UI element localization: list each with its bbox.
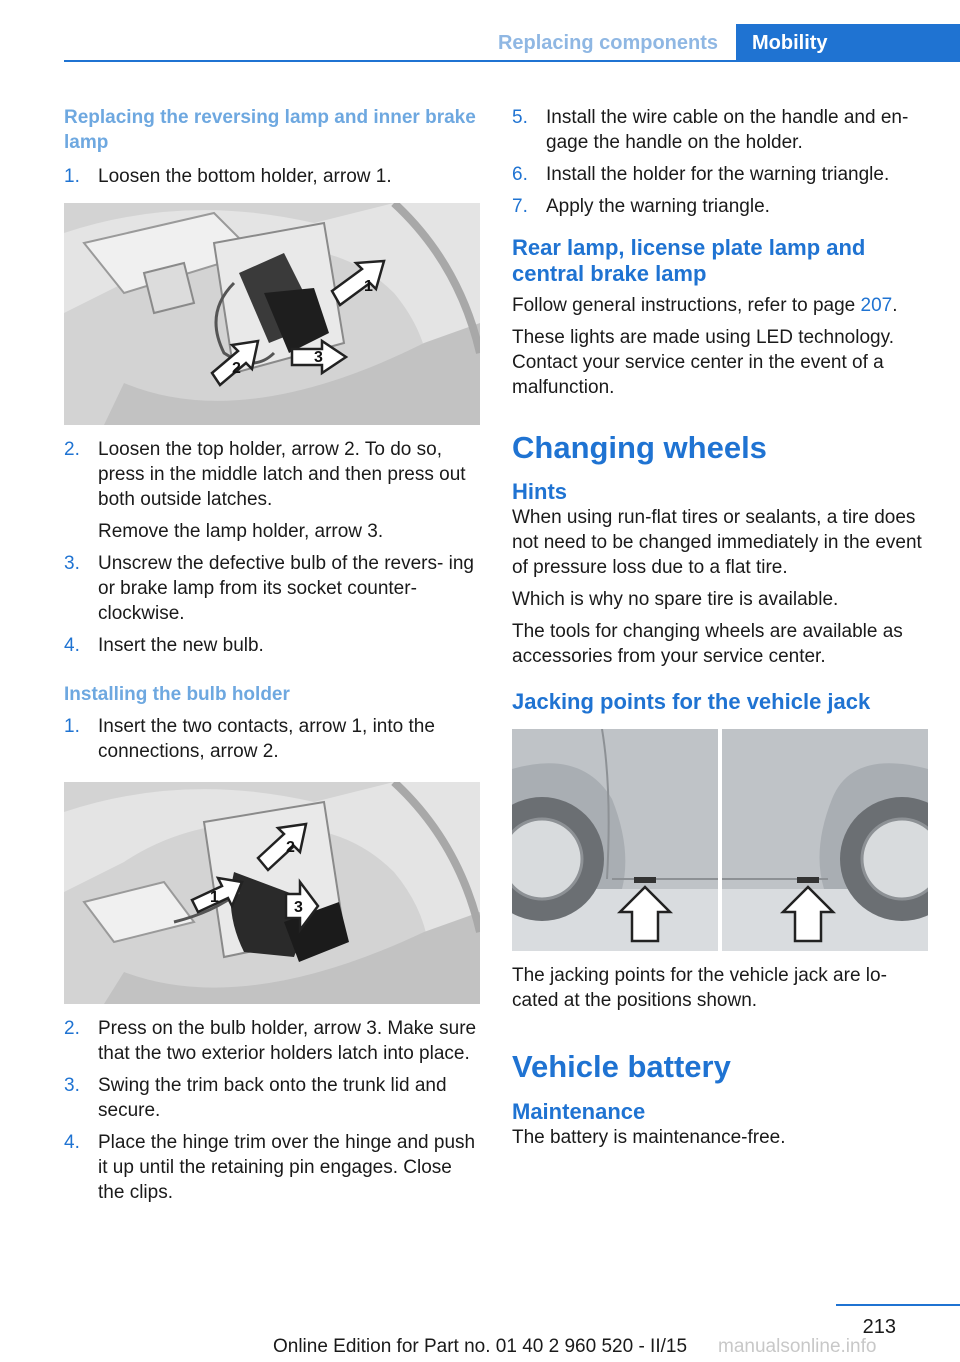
- step-item: [64, 1130, 482, 1205]
- paragraph-general-instructions: [512, 293, 930, 318]
- step-number: 1.: [64, 166, 80, 187]
- figure-label: 1: [364, 278, 373, 295]
- step-item: [512, 162, 930, 187]
- step-text: Loosen the bottom holder, arrow 1.: [98, 166, 392, 187]
- step-text: Insert the new bulb.: [98, 635, 264, 656]
- step-item: [64, 519, 482, 544]
- step-text: Press on the bulb holder, arrow 3. Make sure that the two exterior holders latch into place.: [98, 1018, 477, 1064]
- step-item: [64, 164, 482, 189]
- step-item: [64, 1016, 482, 1066]
- figure-label: 2: [286, 839, 295, 856]
- figure-label: 1: [210, 889, 219, 906]
- step-number: 2.: [64, 439, 80, 460]
- trunk-lamp-illustration: [64, 203, 480, 425]
- step-number: 3.: [64, 1075, 80, 1096]
- left-column: [64, 100, 482, 1205]
- paragraph-text: .: [892, 295, 898, 316]
- step-item: [64, 551, 482, 626]
- step-list-d: [64, 1016, 482, 1205]
- figure-trunk-lamp-removal: [64, 203, 480, 425]
- figure-bulb-holder-install: [64, 782, 480, 1004]
- step-text: Install the holder for the warning triangle.: [546, 164, 890, 185]
- step-item: [64, 714, 482, 764]
- step-number: 6.: [512, 164, 528, 185]
- step-list-b: [64, 437, 482, 658]
- step-text: Unscrew the defective bulb of the revers‐ ing or brake lamp from its socket counter‐ clockwise.: [98, 553, 474, 624]
- paragraph-maintenance: The battery is maintenance-free.: [512, 1127, 786, 1148]
- right-column: [512, 100, 930, 1150]
- step-number: 1.: [64, 716, 80, 737]
- step-item: [64, 633, 482, 658]
- page-number-rule: [836, 1304, 960, 1306]
- step-text: Apply the warning triangle.: [546, 196, 770, 217]
- step-item: [512, 194, 930, 219]
- paragraph-hints-spare: Which is why no spare tire is available.: [512, 589, 839, 610]
- step-number: 5.: [512, 107, 528, 128]
- edition-footer: Online Edition for Part no. 01 40 2 960 520 - II/15: [272, 1336, 688, 1357]
- bulb-holder-illustration: [64, 782, 480, 1004]
- step-item: [512, 105, 930, 155]
- paragraph-led-technology: These lights are made using LED technology. Contact your service center in the event of a malfunction.: [512, 327, 894, 398]
- step-number: 4.: [64, 1132, 80, 1153]
- step-list-e: [512, 105, 930, 219]
- step-list-c: [64, 714, 482, 764]
- watermark: manualsonline.info: [718, 1336, 877, 1357]
- step-text: Swing the trim back onto the trunk lid and secure.: [98, 1075, 447, 1121]
- paragraph-hints-tools: The tools for changing wheels are available as accessories from your service center.: [512, 621, 903, 667]
- step-text: Place the hinge trim over the hinge and push it up until the retaining pin engages. Close the clips.: [98, 1132, 476, 1203]
- heading-vehicle-battery: Vehicle battery: [512, 1049, 731, 1084]
- heading-hints: Hints: [512, 479, 567, 504]
- header-rule: [64, 60, 960, 62]
- step-item: [64, 437, 482, 512]
- running-header-section: Replacing components: [497, 32, 718, 54]
- page-number: 213: [862, 1316, 896, 1338]
- step-text: Insert the two contacts, arrow 1, into the connections, arrow 2.: [98, 716, 435, 762]
- heading-installing-bulb-holder: Installing the bulb holder: [64, 684, 290, 705]
- figure-jacking-points: [512, 729, 928, 951]
- step-text: Loosen the top holder, arrow 2. To do so, press in the middle latch and then press out both outside latches.: [98, 439, 466, 510]
- page-reference-link[interactable]: 207: [860, 295, 893, 316]
- step-item: [64, 1073, 482, 1123]
- running-header-chapter-tab: Mobility: [736, 24, 960, 62]
- step-number: 2.: [64, 1018, 80, 1039]
- heading-replacing-reversing-lamp: Replacing the reversing lamp and inner brake lamp: [64, 107, 476, 153]
- paragraph-jacking-points: The jacking points for the vehicle jack are lo‐ cated at the positions shown.: [512, 965, 887, 1011]
- heading-jacking-points: Jacking points for the vehicle jack: [512, 689, 871, 714]
- heading-changing-wheels: Changing wheels: [512, 430, 767, 465]
- step-number: 3.: [64, 553, 80, 574]
- paragraph-text: Follow general instructions, refer to page: [512, 295, 861, 316]
- heading-maintenance: Maintenance: [512, 1099, 646, 1124]
- step-text: Install the wire cable on the handle and en‐ gage the handle on the holder.: [546, 107, 909, 153]
- step-list-a: [64, 164, 482, 189]
- step-number: 4.: [64, 635, 80, 656]
- jacking-points-illustration: [512, 729, 928, 951]
- heading-rear-lamp: Rear lamp, license plate lamp and central brake lamp: [512, 235, 866, 286]
- figure-label: 3: [294, 899, 303, 916]
- paragraph-hints-runflat: When using run-flat tires or sealants, a tire does not need to be changed immediately in the event of pressure loss due to a flat tire.: [512, 507, 922, 578]
- step-number: 7.: [512, 196, 528, 217]
- step-text: Remove the lamp holder, arrow 3.: [98, 521, 384, 542]
- figure-label: 3: [314, 349, 323, 366]
- figure-label: 2: [232, 360, 241, 377]
